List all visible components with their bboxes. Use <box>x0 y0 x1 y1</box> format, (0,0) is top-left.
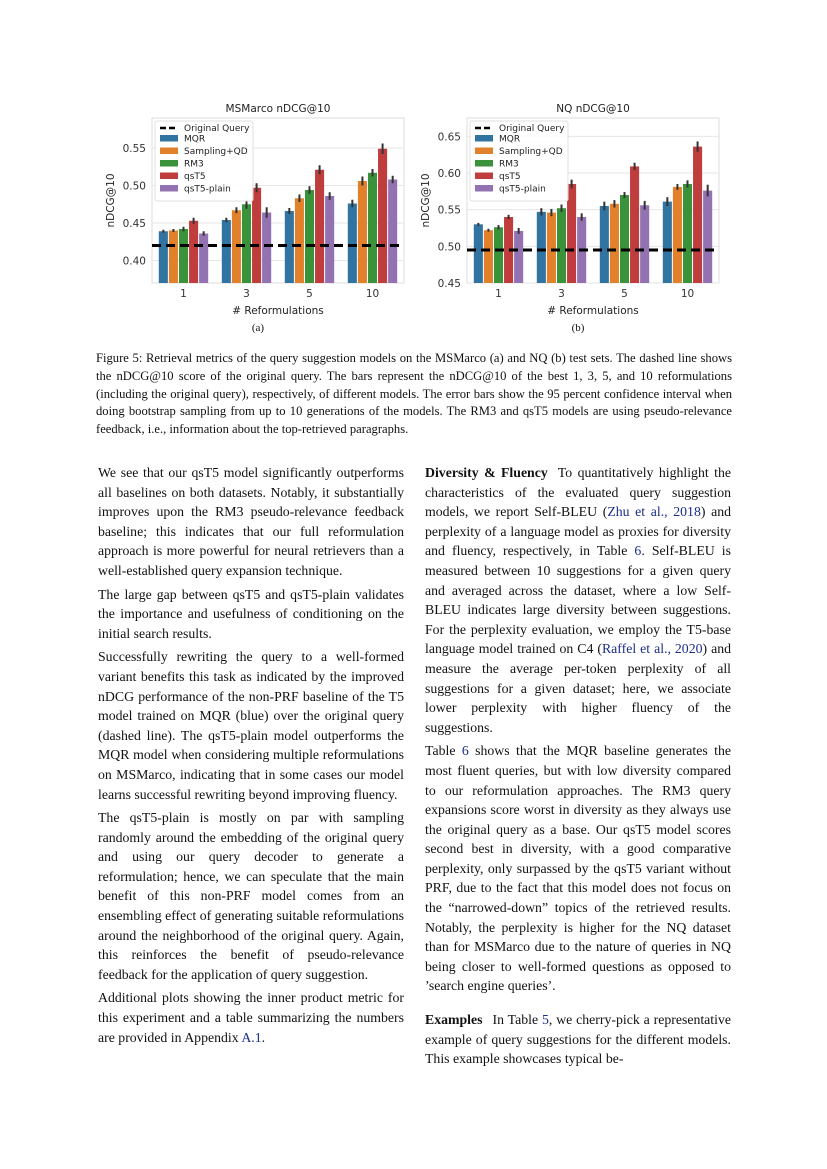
legend-label: RM3 <box>184 159 204 170</box>
paragraph: The large gap between qsT5 and qsT5-plain validates the importance and usefulness of conditioning on the initial search results. <box>98 586 404 641</box>
section-heading-examples: Examples <box>425 1012 483 1028</box>
bar-qst5-plain <box>388 180 397 284</box>
bar-sampling-qd <box>673 187 682 283</box>
citation-link-raffel[interactable]: Raffel et al., 2020 <box>601 641 703 657</box>
bar-sampling-qd <box>484 230 493 283</box>
paragraph: We see that our qsT5 model significantly outperforms all baselines on both datasets. Notably, it substantially improves upon the RM3 pseudo-relevance feedback baseline; this indicates that our full reformulation approach is more powerful for neural retrievers than a well-established query expansion technique. <box>98 465 404 578</box>
legend-label: qsT5-plain <box>499 184 546 195</box>
x-tick-label: 3 <box>243 288 250 300</box>
bar-mqr <box>474 224 483 283</box>
x-tick-label: 10 <box>680 288 695 300</box>
bar-mqr <box>222 220 231 283</box>
y-tick-label: 0.45 <box>122 218 146 230</box>
text: shows that the MQR baseline generates the most fluent queries, but with low diversity compared to our reformulation approaches. The RM3 query expansions score worst in diversity as they always use the original query as a base. Our qsT5 model scores second best in diversity, with a good comparative perplexity, only surpassed by the qsT5 variant without PRF, due to the fact that this model does not focus on the “narrowed-down” topics of the retrieved results. Notably, the perplexity is higher for the NQ dataset than for MSMarco due to the nature of queries in NQ being closer to well-formed questions as opposed to ’search engine queries’. <box>425 743 731 994</box>
y-tick-label: 0.50 <box>122 180 146 193</box>
legend-label: qsT5 <box>184 172 206 182</box>
legend-swatch-icon <box>160 185 178 192</box>
citation-link-zhu[interactable]: Zhu et al., 2018 <box>607 504 701 520</box>
paragraph <box>425 1010 731 1069</box>
legend-swatch-icon <box>160 148 178 155</box>
y-tick-label: 0.45 <box>437 278 461 290</box>
bar-qst5-plain <box>640 205 649 283</box>
text: Additional plots showing the inner product metric for this experiment and a table summarizing the numbers are provided in Appendix <box>98 990 404 1045</box>
subfigure-label-a: (a) <box>251 322 265 334</box>
bar-rm3 <box>620 195 629 283</box>
table-6-link[interactable]: 6 <box>634 543 642 559</box>
bar-qst5 <box>378 149 387 283</box>
legend-label: qsT5 <box>499 172 521 182</box>
x-tick-label: 5 <box>306 288 313 300</box>
legend-label: Original Query <box>499 124 565 134</box>
legend-label: MQR <box>499 134 521 145</box>
bar-qst5-plain <box>514 231 523 283</box>
bar-sampling-qd <box>169 231 178 284</box>
legend-swatch-icon <box>160 135 178 142</box>
text: In Table <box>492 1012 542 1028</box>
legend-swatch-icon <box>475 148 493 155</box>
bar-rm3 <box>305 190 314 283</box>
chart-title: MSMarco nDCG@10 <box>225 103 331 115</box>
legend <box>470 121 568 201</box>
legend-swatch-icon <box>160 160 178 167</box>
bar-rm3 <box>683 184 692 283</box>
chart-nq <box>415 98 725 318</box>
figure-caption: Figure 5: Retrieval metrics of the query suggestion models on the MSMarco (a) and NQ (b) test sets. The dashed line shows the nDCG@10 score of the original query. The bars represent the nDCG@10 of the best 1, 3, 5, and 10 reformulations (including the original query), respectively, of different models. The error bars show the 95 percent confidence interval when doing bootstrap sampling from up to 10 generations of the models. The RM3 and qsT5 models are using pseudo-relevance feedback, i.e., information about the top-retrieved paragraphs. <box>96 351 732 437</box>
legend-label: MQR <box>184 134 206 145</box>
section-heading-diversity: Diversity & Fluency <box>425 465 548 480</box>
bar-qst5 <box>252 188 261 283</box>
x-tick-label: 5 <box>621 288 628 300</box>
bar-qst5-plain <box>199 234 208 284</box>
bar-qst5-plain <box>703 191 712 283</box>
text: . <box>261 1029 266 1045</box>
bar-rm3 <box>368 173 377 283</box>
text: Table <box>425 743 462 759</box>
table-6-link[interactable]: 6 <box>461 743 469 759</box>
bar-qst5-plain <box>325 196 334 283</box>
bar-sampling-qd <box>358 181 367 283</box>
legend-label: Sampling+QD <box>499 147 563 157</box>
bar-chart-nq <box>415 98 725 318</box>
x-axis-label: # Reformulations <box>232 305 324 317</box>
text: ) and measure the average per-token perplexity of all suggestions for a given dataset; here, we associate lower perplexity with higher fluency of the suggestions. <box>425 641 732 735</box>
text: ) and perplexity of a language model as proxies for diversity and fluency, respectively, in Table <box>425 504 731 559</box>
bar-mqr <box>600 206 609 283</box>
y-tick-label: 0.40 <box>122 255 146 268</box>
bar-rm3 <box>494 227 503 283</box>
bar-rm3 <box>557 208 566 283</box>
paragraph <box>425 463 731 737</box>
table-5-link[interactable]: 5 <box>541 1012 549 1028</box>
bar-mqr <box>663 202 672 283</box>
x-tick-label: 1 <box>495 288 502 300</box>
y-tick-label: 0.55 <box>122 143 146 155</box>
bar-qst5 <box>693 147 702 283</box>
legend-swatch-icon <box>475 160 493 167</box>
appendix-link[interactable]: A.1 <box>241 1029 262 1045</box>
paragraph: Successfully rewriting the query to a well-formed variant benefits this task as indicated by the improved nDCG performance of the non-PRF baseline of the T5 model trained on MQR (blue) over the original query (dashed line). The qsT5-plain model outperforms the MQR model when considering multiple reformulations on MSMarco, indicating that in some cases our model learns successful rewriting beyond improving fluency. <box>98 649 404 802</box>
legend <box>155 121 253 201</box>
legend-label: qsT5-plain <box>184 184 231 195</box>
text: , we cherry-pick a representative example of query suggestions for the different models. This example showcases typical be- <box>425 1012 731 1067</box>
paragraph: The qsT5-plain is mostly on par with sampling randomly around the embedding of the original query and using our query decoder to generate a reformulation; hence, we can speculate that the main benefit of this non-PRF model comes from an ensembling effect of generating suitable reformulations around the neighborhood of the original query. Again, this reinforces the benefit of pseudo-relevance feedback for the application of query suggestion. <box>98 810 404 982</box>
legend-label: RM3 <box>499 159 519 170</box>
bar-sampling-qd <box>547 213 556 283</box>
text: To quantitatively highlight the characteristics of the evaluated query suggestion models, we report Self-BLEU ( <box>425 465 731 520</box>
x-tick-label: 1 <box>180 288 187 300</box>
subfigure-label-b: (b) <box>571 322 585 334</box>
bar-mqr <box>537 212 546 283</box>
chart-title: NQ nDCG@10 <box>556 103 630 115</box>
bar-qst5 <box>189 221 198 283</box>
figure-5 <box>100 98 730 343</box>
x-tick-label: 3 <box>558 288 565 300</box>
bar-chart-msmarco <box>100 98 410 318</box>
text: . Self-BLEU is measured between 10 suggestions for a given query and averaged across the dataset, where a low Self-BLEU indicates large diversity between suggestions. For the perplexity evaluation, we employ the T5-base language model trained on C4 ( <box>425 543 731 657</box>
bar-sampling-qd <box>610 204 619 283</box>
left-column <box>98 463 404 1051</box>
legend-swatch-icon <box>160 173 178 180</box>
legend-label: Original Query <box>184 124 250 134</box>
bar-rm3 <box>179 229 188 283</box>
y-tick-label: 0.60 <box>437 168 461 180</box>
y-tick-label: 0.65 <box>437 131 461 144</box>
paragraph <box>98 988 404 1047</box>
y-axis-label: nDCG@10 <box>105 173 117 228</box>
legend-swatch-icon <box>475 135 493 142</box>
y-tick-label: 0.55 <box>437 204 461 217</box>
right-column <box>425 463 731 1073</box>
bar-mqr <box>348 204 357 284</box>
y-axis-label: nDCG@10 <box>420 173 432 228</box>
legend-swatch-icon <box>475 185 493 192</box>
paragraph <box>425 741 731 996</box>
legend-label: Sampling+QD <box>184 147 248 157</box>
chart-msmarco <box>100 98 410 318</box>
x-axis-label: # Reformulations <box>547 305 639 317</box>
legend-swatch-icon <box>475 173 493 180</box>
x-tick-label: 10 <box>365 288 380 300</box>
y-tick-label: 0.50 <box>437 241 461 254</box>
bar-qst5 <box>315 170 324 283</box>
bar-rm3 <box>242 204 251 283</box>
bar-qst5-plain <box>262 213 271 284</box>
bar-sampling-qd <box>295 198 304 283</box>
bar-qst5 <box>630 166 639 283</box>
bar-mqr <box>159 231 168 283</box>
